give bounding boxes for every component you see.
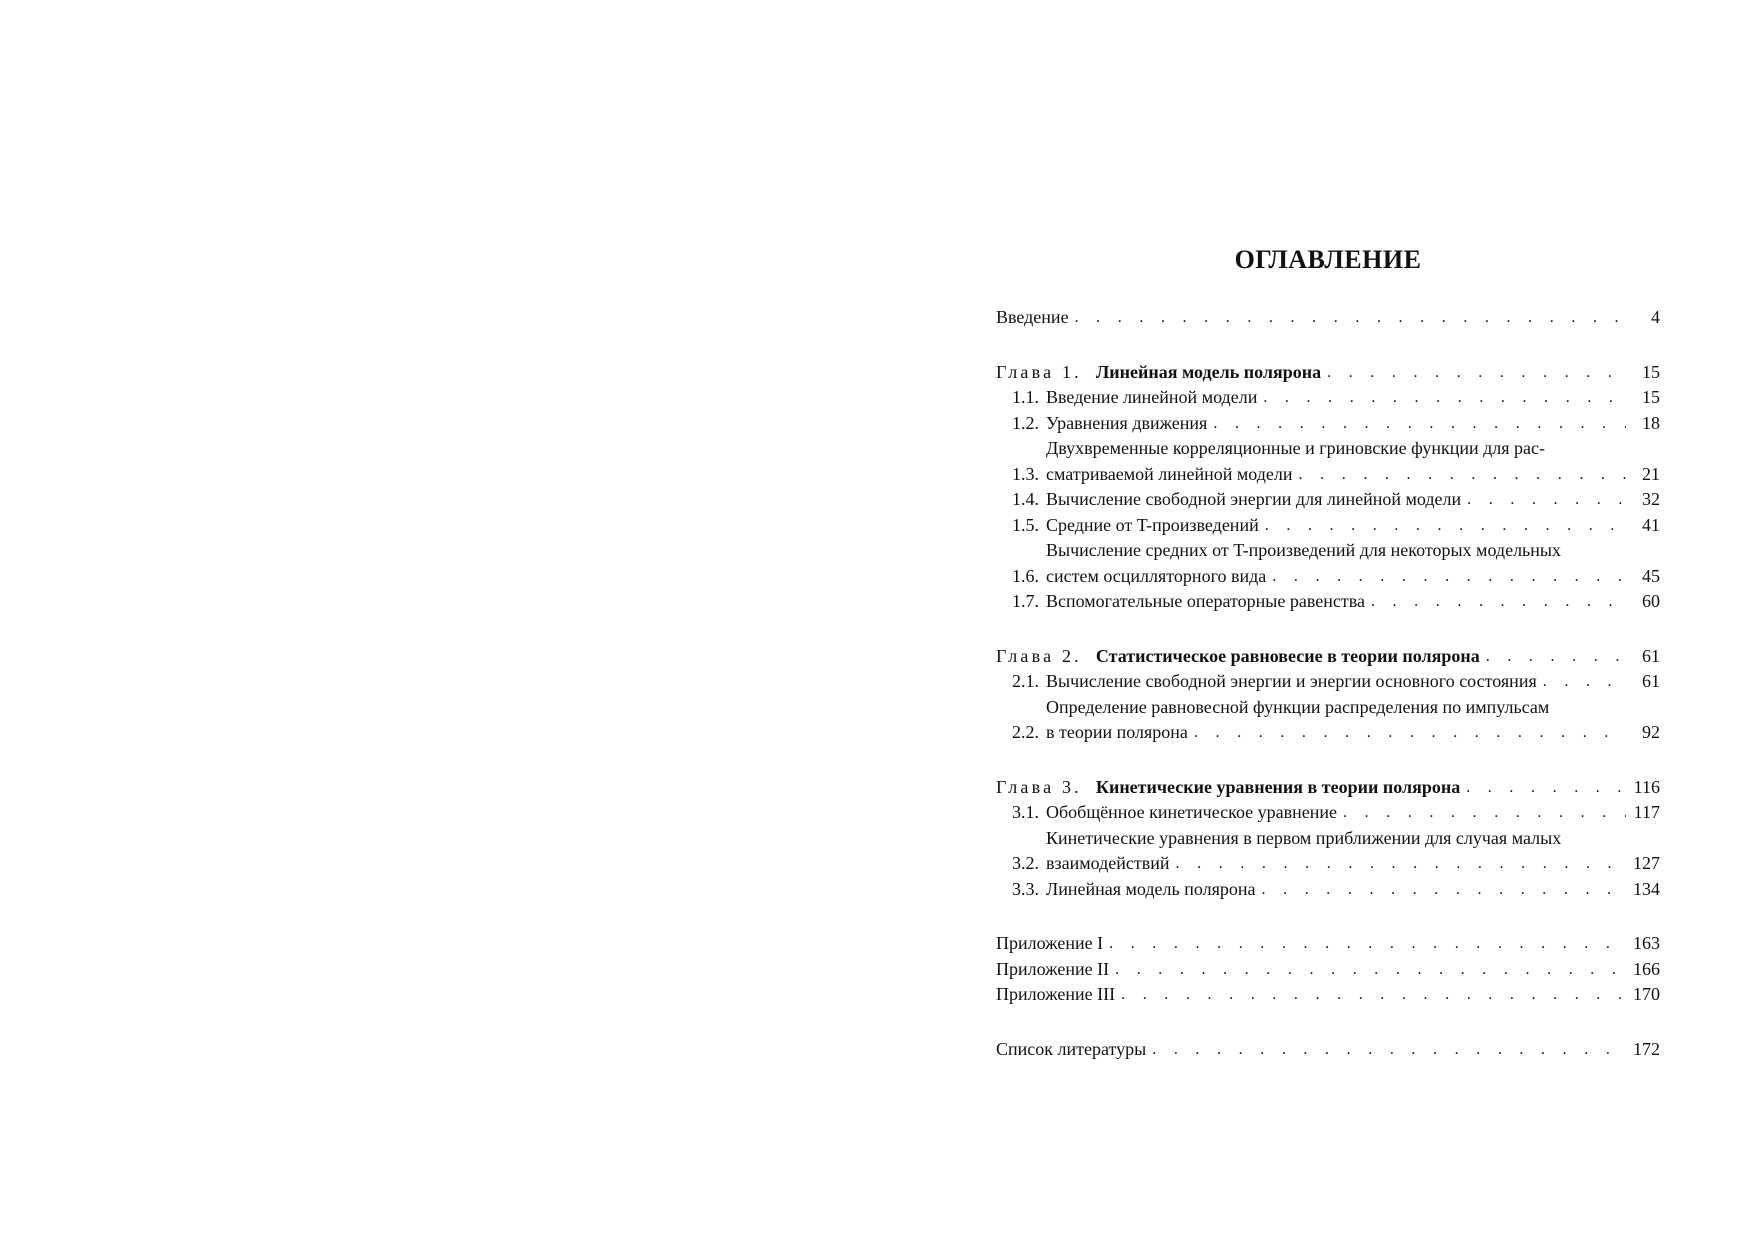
section-last-line <box>1046 513 1630 539</box>
toc-entry-appendix <box>996 982 1660 1008</box>
section-title: Обобщённое кинетическое уравнение <box>1046 802 1338 822</box>
section-text <box>1046 538 1630 589</box>
page-number: 116 <box>1633 776 1660 797</box>
section-last-line <box>1046 800 1630 826</box>
section-text <box>1046 513 1630 539</box>
toc-entry-section <box>996 385 1660 411</box>
toc-entry-section <box>996 877 1660 903</box>
page-number: 172 <box>1633 1038 1660 1059</box>
dot-leader <box>1262 877 1627 903</box>
page-number: 163 <box>1633 933 1660 953</box>
dot-leader <box>1272 564 1626 590</box>
section-number: 3.2. <box>1012 853 1039 873</box>
page-number: 45 <box>1642 565 1660 586</box>
toc-entry-intro <box>996 305 1660 331</box>
toc-entry-section <box>996 695 1660 746</box>
section-title-line: Двухвременные корреляционные и гриновские функции для рас- <box>1046 438 1545 458</box>
toc-entry-section <box>996 513 1660 539</box>
section-text <box>1046 385 1630 411</box>
section-number: 1.7. <box>1012 591 1039 611</box>
section-title: Средние от T-произведений <box>1046 514 1259 535</box>
chapter-number: Глава 1. <box>996 361 1082 382</box>
toc-title: ОГЛАВЛЕНИЕ <box>1234 245 1422 274</box>
section-title-line: Определение равновесной функции распределения по импульсам <box>1046 696 1550 717</box>
section-text <box>1046 487 1630 513</box>
dot-leader <box>1466 775 1626 801</box>
toc-entry-section <box>996 589 1660 615</box>
section-last-line <box>1046 669 1630 695</box>
toc-entry-chapter <box>996 644 1660 670</box>
dot-leader <box>1194 720 1626 746</box>
dot-leader <box>1327 360 1626 386</box>
page-number: 61 <box>1642 645 1660 666</box>
dot-leader <box>1543 669 1626 695</box>
toc-entry-chapter <box>996 775 1660 801</box>
section-number: 1.3. <box>1012 463 1039 484</box>
section-last-line <box>1046 564 1630 590</box>
toc-entry-section <box>996 826 1660 877</box>
appendices-block <box>996 931 1660 1008</box>
toc-entry-section <box>996 538 1660 589</box>
section-text <box>1046 800 1630 826</box>
dot-leader <box>1299 462 1626 488</box>
toc-entry-section <box>996 436 1660 487</box>
dot-leader <box>1121 982 1626 1008</box>
section-number: 2.2. <box>1012 722 1039 742</box>
section-text <box>1046 411 1630 437</box>
page-number: 60 <box>1642 591 1660 611</box>
section-last-line <box>1046 877 1630 903</box>
page-number: 117 <box>1633 802 1660 822</box>
dot-leader <box>1213 411 1626 437</box>
page-number: 32 <box>1642 489 1660 509</box>
section-last-line <box>1046 411 1630 437</box>
page-number: 21 <box>1642 463 1660 484</box>
chapter-number: Глава 2. <box>996 645 1082 666</box>
section-title: Введение линейной модели <box>1046 387 1258 407</box>
page-number: 134 <box>1633 878 1660 899</box>
section-title: Уравнения движения <box>1046 412 1208 433</box>
references-block <box>996 1037 1660 1063</box>
page-number: 166 <box>1633 958 1660 979</box>
section-title: в теории полярона <box>1046 722 1188 742</box>
dot-leader <box>1371 589 1626 615</box>
section-last-line <box>1046 720 1630 746</box>
section-number: 1.2. <box>1012 412 1039 433</box>
page-number: 15 <box>1642 361 1660 382</box>
intro-block <box>996 305 1660 331</box>
chapter-title: Кинетические уравнения в теории полярона <box>1095 776 1461 797</box>
section-number: 1.6. <box>1012 565 1039 586</box>
section-last-line <box>1046 589 1630 615</box>
entry-label: Введение <box>996 307 1069 327</box>
chapter-title: Линейная модель полярона <box>1095 361 1322 382</box>
chapter-number: Глава 3. <box>996 776 1082 797</box>
entry-label: Приложение I <box>996 933 1104 953</box>
page-number: 170 <box>1633 984 1660 1004</box>
chapter-block <box>996 775 1660 903</box>
chapter-block <box>996 360 1660 615</box>
dot-leader <box>1263 385 1626 411</box>
section-number: 1.1. <box>1012 387 1039 407</box>
section-title: сматриваемой линейной модели <box>1046 463 1293 484</box>
toc-entry-appendix <box>996 957 1660 983</box>
page-number: 15 <box>1642 387 1660 407</box>
section-text <box>1046 695 1630 746</box>
entry-label: Список литературы <box>996 1038 1147 1059</box>
dot-leader <box>1343 800 1626 826</box>
section-title: Вычисление свободной энергии и энергии основного состояния <box>1046 671 1537 691</box>
section-number: 3.3. <box>1012 878 1039 899</box>
chapter-title: Статистическое равновесие в теории полярона <box>1095 645 1480 666</box>
section-number: 3.1. <box>1012 802 1039 822</box>
dot-leader <box>1109 931 1626 957</box>
chapter-block <box>996 644 1660 746</box>
table-of-contents <box>996 245 1660 1091</box>
page-number: 92 <box>1642 722 1660 742</box>
page-number: 61 <box>1642 671 1660 691</box>
section-text <box>1046 436 1630 487</box>
toc-entry-chapter <box>996 360 1660 386</box>
section-text <box>1046 669 1630 695</box>
section-title: систем осцилляторного вида <box>1046 565 1267 586</box>
section-title: Вспомогательные операторные равенства <box>1046 591 1365 611</box>
page-number: 4 <box>1651 307 1660 327</box>
toc-entry-appendix <box>996 931 1660 957</box>
dot-leader <box>1467 487 1626 513</box>
section-last-line <box>1046 487 1630 513</box>
page-number: 127 <box>1633 853 1660 873</box>
dot-leader <box>1486 644 1626 670</box>
page-number: 41 <box>1642 514 1660 535</box>
section-last-line <box>1046 851 1630 877</box>
section-text <box>1046 826 1630 877</box>
section-number: 2.1. <box>1012 671 1039 691</box>
entry-label: Приложение III <box>996 984 1116 1004</box>
toc-entry-section <box>996 487 1660 513</box>
section-title-line: Кинетические уравнения в первом приближении для случая малых <box>1046 827 1562 848</box>
dot-leader <box>1115 957 1626 983</box>
chapters-list <box>996 360 1660 903</box>
section-number: 1.4. <box>1012 489 1039 509</box>
dot-leader <box>1265 513 1626 539</box>
page-number: 18 <box>1642 412 1660 433</box>
section-number: 1.5. <box>1012 514 1039 535</box>
dot-leader <box>1075 305 1626 331</box>
section-title-line: Вычисление средних от T-произведений для некоторых модельных <box>1046 540 1561 560</box>
section-title: взаимодействий <box>1046 853 1170 873</box>
toc-entry-section <box>996 411 1660 437</box>
section-last-line <box>1046 462 1630 488</box>
toc-entry-section <box>996 669 1660 695</box>
section-title: Вычисление свободной энергии для линейной модели <box>1046 489 1462 509</box>
section-title: Линейная модель полярона <box>1046 878 1256 899</box>
toc-entry-section <box>996 800 1660 826</box>
section-last-line <box>1046 385 1630 411</box>
dot-leader <box>1176 851 1626 877</box>
section-text <box>1046 877 1630 903</box>
section-text <box>1046 589 1630 615</box>
entry-label: Приложение II <box>996 958 1110 979</box>
dot-leader <box>1152 1037 1626 1063</box>
toc-entry-references <box>996 1037 1660 1063</box>
